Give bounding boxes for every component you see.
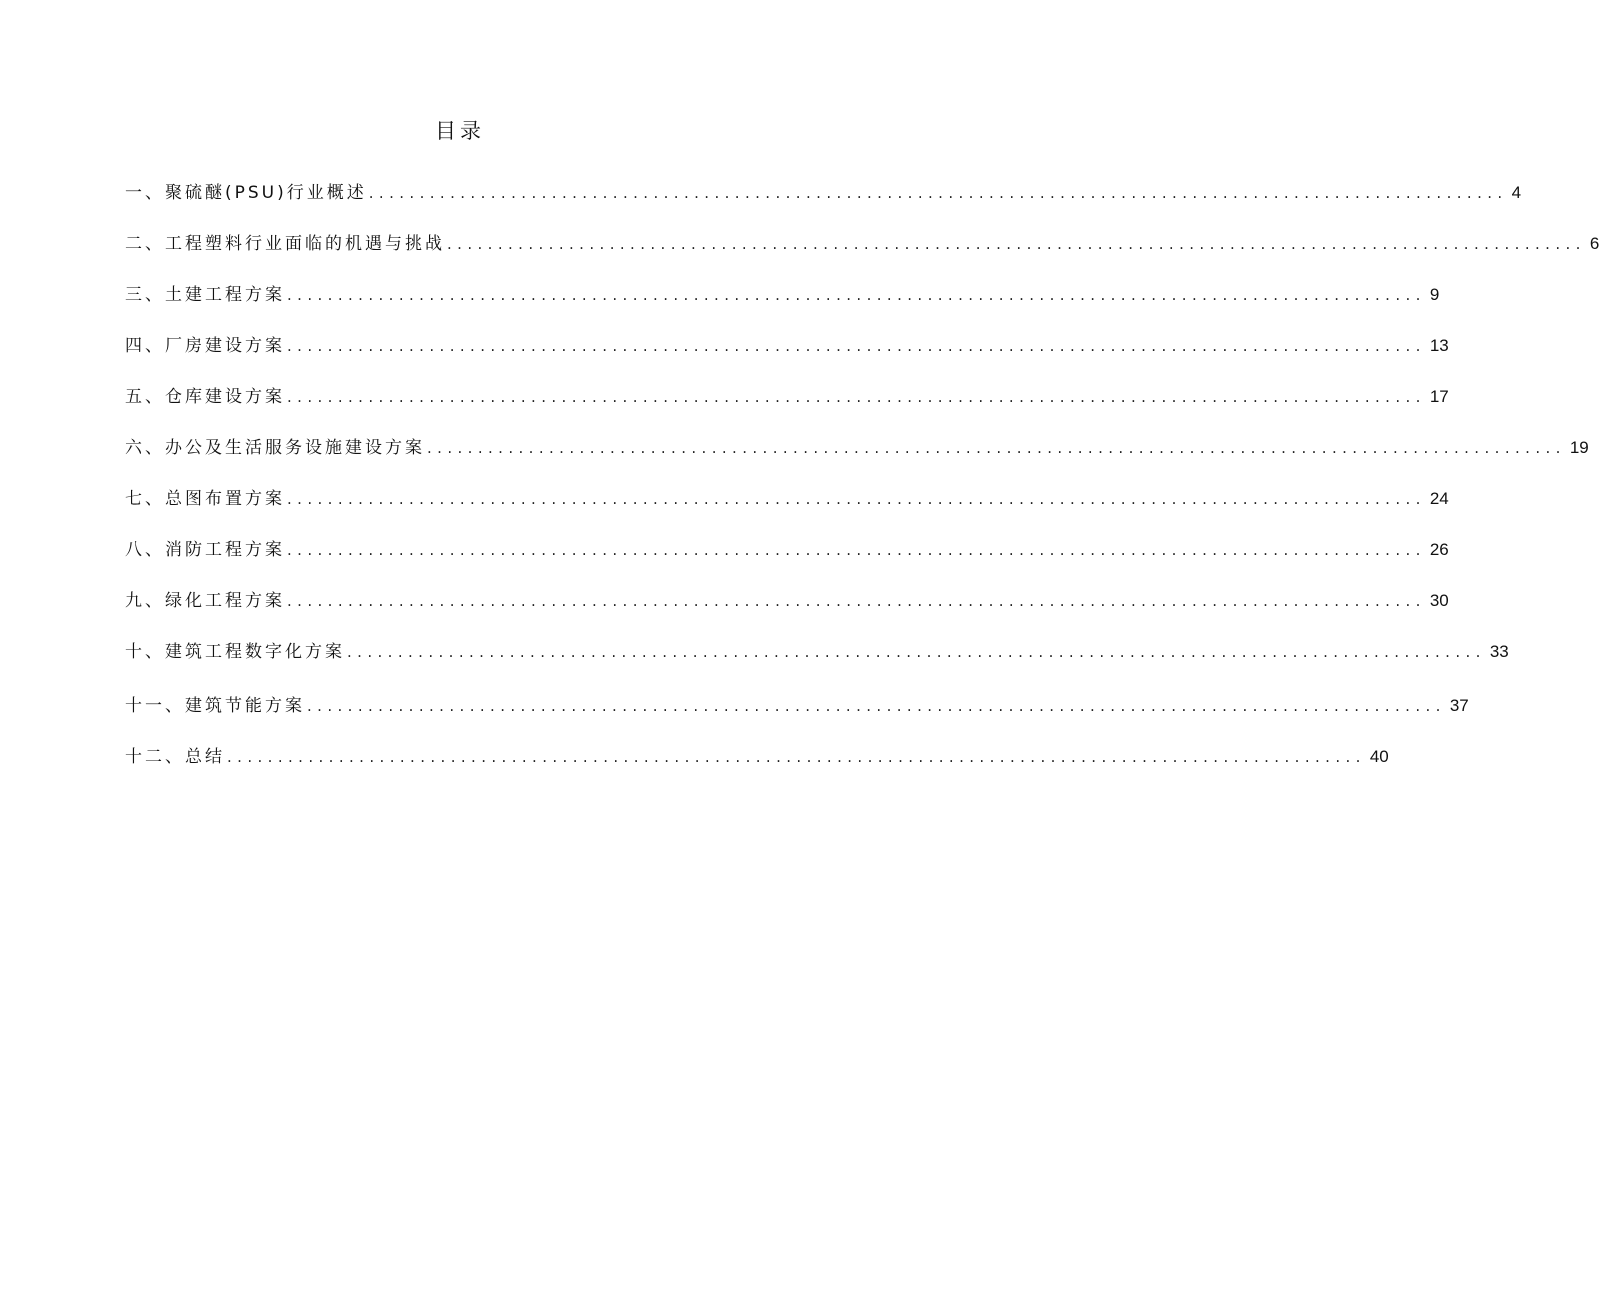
- toc-entry-page-number: 13: [1429, 336, 1449, 355]
- toc-entry-label: 十二、总结: [125, 747, 225, 767]
- toc-entry-label: 八、消防工程方案: [125, 540, 285, 560]
- toc-dot-leader: ................................................................................................................: [287, 541, 1426, 559]
- toc-entry-page-number: 37: [1449, 696, 1469, 715]
- toc-entry-label: 九、绿化工程方案: [125, 591, 285, 611]
- toc-entry[interactable]: [125, 743, 1389, 771]
- toc-entry[interactable]: [125, 281, 1440, 309]
- toc-entry-page-number: 24: [1429, 489, 1449, 508]
- toc-entry-page-number: 26: [1429, 540, 1449, 559]
- toc-title: 目录: [435, 119, 485, 143]
- toc-dot-leader: ................................................................................................................: [287, 490, 1426, 508]
- toc-entry-label: 二、工程塑料行业面临的机遇与挑战: [125, 234, 445, 254]
- toc-entry[interactable]: [125, 692, 1469, 720]
- toc-entry-label: 六、办公及生活服务设施建设方案: [125, 438, 425, 458]
- toc-entry-label: 三、土建工程方案: [125, 285, 285, 305]
- toc-entry[interactable]: [125, 485, 1449, 513]
- toc-dot-leader: ................................................................................................................: [287, 337, 1426, 355]
- toc-entry[interactable]: [125, 383, 1449, 411]
- toc-entry[interactable]: [125, 230, 1599, 258]
- toc-dot-leader: ................................................................................................................: [427, 439, 1566, 457]
- toc-entry-page-number: 19: [1569, 438, 1589, 457]
- toc-entry-page-number: 6: [1589, 234, 1599, 253]
- toc-entry-page-number: 30: [1429, 591, 1449, 610]
- toc-entry[interactable]: [125, 434, 1589, 462]
- toc-entry-page-number: 4: [1511, 183, 1522, 202]
- toc-entry[interactable]: [125, 638, 1509, 666]
- toc-dot-leader: ................................................................................................................: [287, 286, 1426, 304]
- toc-dot-leader: ................................................................................................................: [287, 592, 1426, 610]
- toc-entry-page-number: 33: [1489, 642, 1509, 661]
- toc-entry[interactable]: [125, 332, 1449, 360]
- toc-entry-label: 七、总图布置方案: [125, 489, 285, 509]
- toc-dot-leader: ................................................................................................................: [287, 388, 1426, 406]
- toc-dot-leader: ................................................................................................................: [347, 643, 1486, 661]
- toc-dot-leader: ................................................................................................................: [307, 697, 1446, 715]
- toc-dot-leader: ................................................................................................................: [447, 235, 1586, 253]
- toc-dot-leader: ................................................................................................................: [227, 748, 1366, 766]
- toc-entry-label: 一、聚硫醚(PSU)行业概述: [125, 183, 367, 203]
- toc-entry-page-number: 40: [1369, 747, 1389, 766]
- toc-entry-label: 十、建筑工程数字化方案: [125, 642, 345, 662]
- toc-entry-label: 四、厂房建设方案: [125, 336, 285, 356]
- toc-entry-page-number: 9: [1429, 285, 1440, 304]
- toc-dot-leader: ................................................................................................................: [368, 184, 1508, 202]
- toc-entry[interactable]: [125, 536, 1449, 564]
- toc-entry-label: 五、仓库建设方案: [125, 387, 285, 407]
- toc-entry[interactable]: [125, 587, 1449, 615]
- toc-entry-label: 十一、建筑节能方案: [125, 696, 305, 716]
- toc-entry[interactable]: [125, 179, 1522, 207]
- toc-entry-page-number: 17: [1429, 387, 1449, 406]
